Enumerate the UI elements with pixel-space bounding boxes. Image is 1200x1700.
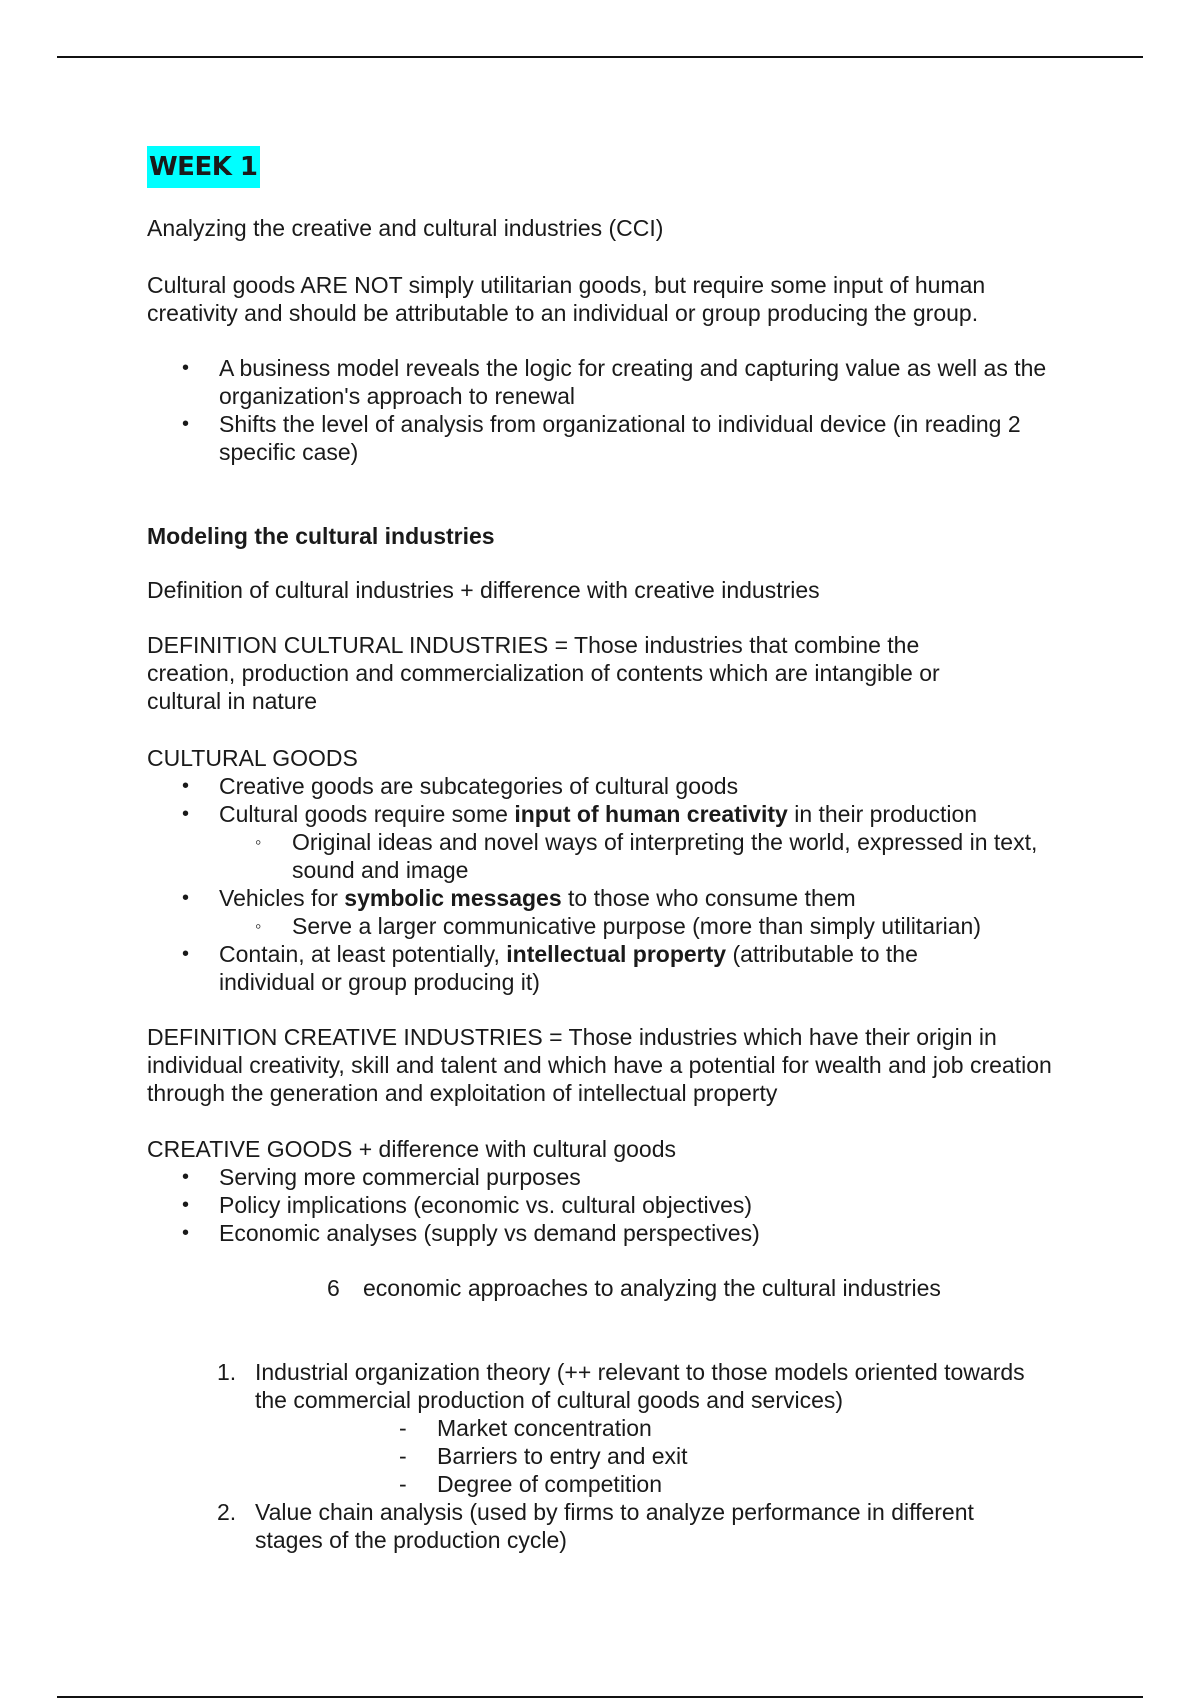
cultural-goods-note: Cultural goods ARE NOT simply utilitarian goods, but require some input of human creativity and should be attributable to an individual or group producing the group. — [147, 272, 986, 326]
cultural-goods-heading: CULTURAL GOODS — [147, 745, 358, 771]
item-text: Value chain analysis (used by firms to analyze performance in different stages of the production cycle) — [255, 1499, 974, 1553]
definition-cultural-industries: DEFINITION CULTURAL INDUSTRIES = Those industries that combine the creation, production and commercialization of contents which are intangible or cultural in nature — [147, 632, 940, 714]
sub-list-item: - Degree of competition — [147, 1470, 1027, 1498]
sub-list-item: - Market concentration — [147, 1414, 1027, 1442]
business-model-list — [147, 354, 1067, 466]
item-emphasis: intellectual property — [506, 941, 727, 967]
item-text: (attributable to the individual or group producing it) — [219, 941, 918, 995]
creative-goods-list — [147, 1163, 1047, 1247]
list-item — [147, 884, 1047, 912]
item-text: Vehicles for — [219, 885, 345, 911]
definition-creative-industries: DEFINITION CREATIVE INDUSTRIES = Those industries which have their origin in individual creativity, skill and talent and which have a potential for wealth and job creation through the generation and exploitation of intellectual property — [147, 1024, 1052, 1106]
footer-rule — [57, 1696, 1143, 1698]
approaches-text: economic approaches to analyzing the cultural industries — [363, 1275, 941, 1301]
cultural-goods-list — [147, 772, 1047, 996]
list-item: • Serving more commercial purposes — [147, 1163, 1047, 1191]
item-text: Cultural goods require some — [219, 801, 515, 827]
list-item — [147, 940, 959, 996]
definition-intro: Definition of cultural industries + difference with creative industries — [147, 577, 820, 603]
approaches-number: 6 — [327, 1275, 340, 1301]
item-text: Contain, at least potentially, — [219, 941, 507, 967]
approaches-list — [147, 1358, 1027, 1554]
header-rule — [57, 56, 1143, 58]
list-item: • A business model reveals the logic for creating and capturing value as well as the organization's approach to renewal — [147, 354, 1067, 410]
list-item — [147, 1358, 1027, 1414]
list-item: • Economic analyses (supply vs demand perspectives) — [147, 1219, 1047, 1247]
list-item: • Shifts the level of analysis from organizational to individual device (in reading 2 specific case) — [147, 410, 1067, 466]
item-emphasis: input of human creativity — [514, 801, 788, 827]
item-number: 2. — [217, 1499, 237, 1525]
item-emphasis: symbolic messages — [344, 885, 562, 911]
item-text: in their production — [787, 801, 978, 827]
intro-text: Analyzing the creative and cultural industries (CCI) — [147, 215, 664, 241]
sub-list-item: - Barriers to entry and exit — [147, 1442, 1027, 1470]
sub-list-item: ◦ Serve a larger communicative purpose (more than simply utilitarian) — [147, 912, 1047, 940]
week-title: WEEK 1 — [147, 146, 260, 188]
item-text: to those who consume them — [561, 885, 856, 911]
section-heading: Modeling the cultural industries — [147, 523, 495, 549]
list-item: • Policy implications (economic vs. cultural objectives) — [147, 1191, 1047, 1219]
creative-goods-heading: CREATIVE GOODS + difference with cultural goods — [147, 1136, 677, 1162]
item-text: Industrial organization theory (++ relevant to those models oriented towards the commercial production of cultural goods and services) — [255, 1359, 1025, 1413]
list-item — [147, 1498, 1027, 1554]
sub-list-item: ◦ Original ideas and novel ways of interpreting the world, expressed in text, sound and image — [147, 828, 1047, 884]
list-item: • Creative goods are subcategories of cultural goods — [147, 772, 1047, 800]
list-item — [147, 800, 1047, 828]
item-number: 1. — [217, 1359, 237, 1385]
